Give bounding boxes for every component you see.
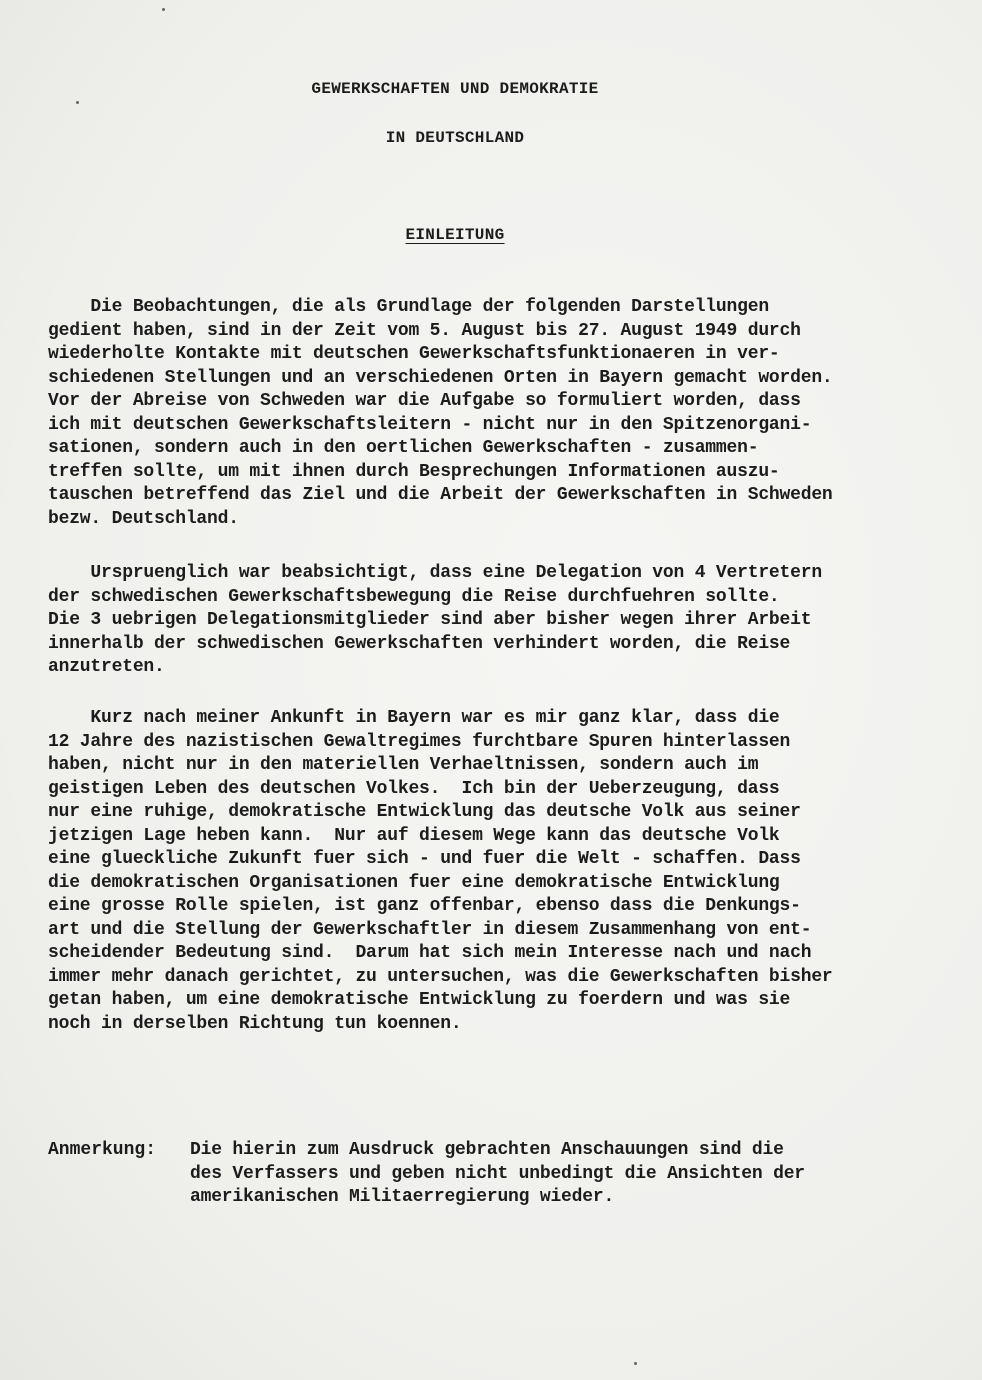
paragraph-observations [48, 296, 948, 531]
text-line: des Verfassers und geben nicht unbedingt die Ansichten der [190, 1163, 805, 1184]
text-line: sationen, sondern auch in den oertlichen Gewerkschaften - zusammen- [48, 438, 759, 458]
paper-speck [162, 8, 165, 11]
paragraph-arrival [48, 707, 948, 1036]
text-line: nur eine ruhige, demokratische Entwicklung das deutsche Volk aus seiner [48, 802, 801, 822]
text-line: immer mehr danach gerichtet, zu untersuchen, was die Gewerkschaften bisher [48, 966, 833, 987]
text-line: ich mit deutschen Gewerkschaftsleitern - nicht nur in den Spitzenorgani- [48, 414, 812, 435]
text-line: 12 Jahre des nazistischen Gewaltregimes furchtbare Spuren hinterlassen [48, 731, 791, 752]
text-line: geistigen Leben des deutschen Volkes. Ich bin der Ueberzeugung, dass [48, 778, 780, 799]
text-line: Die 3 uebrigen Delegationsmitglieder sind aber bisher wegen ihrer Arbeit [48, 610, 812, 630]
text-line: Kurz nach meiner Ankunft in Bayern war es mir ganz klar, dass die [48, 708, 780, 728]
text-line: art und die Stellung der Gewerkschaftler in diesem Zusammenhang von ent- [48, 919, 812, 940]
text-line: eine grosse Rolle spielen, ist ganz offenbar, ebenso dass die Denkungs- [48, 896, 801, 916]
text-line: noch in derselben Richtung tun koennen. [48, 1013, 462, 1034]
text-line: treffen sollte, um mit ihnen durch Besprechungen Informationen auszu- [48, 461, 780, 482]
section-heading: EINLEITUNG [405, 226, 505, 244]
note-text [48, 1139, 948, 1210]
text-line: getan haben, um eine demokratische Entwicklung zu foerdern und was sie [48, 990, 791, 1010]
document-subtitle: IN DEUTSCHLAND [385, 129, 525, 147]
document-title: GEWERKSCHAFTEN UND DEMOKRATIE [311, 80, 599, 98]
text-line: eine glueckliche Zukunft fuer sich - und fuer die Welt - schaffen. Dass [48, 849, 801, 869]
text-line: gedient haben, sind in der Zeit vom 5. August bis 27. August 1949 durch [48, 320, 801, 341]
text-line: jetzigen Lage heben kann. Nur auf diesem Wege kann das deutsche Volk [48, 825, 780, 846]
text-line: anzutreten. [48, 657, 165, 677]
text-line: wiederholte Kontakte mit deutschen Gewerkschaftsfunktionaeren in ver- [48, 344, 780, 364]
paper-speck [76, 101, 79, 104]
text-line: Urspruenglich war beabsichtigt, dass eine Delegation von 4 Vertretern [48, 563, 822, 583]
paper-speck [634, 1362, 637, 1365]
text-line: Die Beobachtungen, die als Grundlage der folgenden Darstellungen [48, 297, 769, 317]
text-line: die demokratischen Organisationen fuer eine demokratische Entwicklung [48, 872, 780, 893]
paragraph-delegation [48, 562, 948, 680]
text-line: tauschen betreffend das Ziel und die Arbeit der Gewerkschaften in Schweden [48, 485, 833, 505]
text-line: haben, nicht nur in den materiellen Verhaeltnissen, sondern auch im [48, 755, 759, 775]
text-line: innerhalb der schwedischen Gewerkschaften verhindert worden, die Reise [48, 633, 791, 654]
text-line: bezw. Deutschland. [48, 508, 239, 529]
text-line: schiedenen Stellungen und an verschiedenen Orten in Bayern gemacht worden. [48, 367, 833, 388]
text-line: Vor der Abreise von Schweden war die Aufgabe so formuliert worden, dass [48, 391, 801, 411]
text-line: der schwedischen Gewerkschaftsbewegung die Reise durchfuehren sollte. [48, 586, 780, 607]
note-label: Anmerkung: [48, 1140, 157, 1160]
text-line: Die hierin zum Ausdruck gebrachten Anschauungen sind die [190, 1140, 784, 1160]
text-line: scheidender Bedeutung sind. Darum hat sich mein Interesse nach und nach [48, 943, 812, 963]
text-line: amerikanischen Militaerregierung wieder. [190, 1187, 615, 1207]
